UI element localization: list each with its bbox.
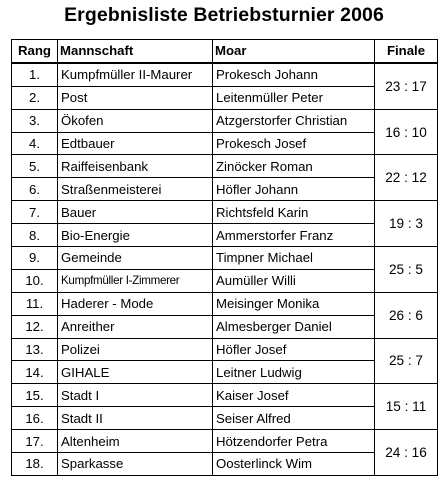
table-row [12, 453, 438, 476]
team-cell: Edtbauer [58, 132, 213, 155]
table-row [12, 361, 438, 384]
final-score-cell: 23 : 17 [375, 63, 438, 109]
moar-cell: Prokesch Johann [213, 63, 375, 86]
rank-cell: 6. [12, 178, 58, 201]
rank-cell: 8. [12, 224, 58, 247]
final-score-cell: 15 : 11 [375, 384, 438, 430]
rank-cell: 14. [12, 361, 58, 384]
final-score-cell: 25 : 7 [375, 338, 438, 384]
team-cell: Raiffeisenbank [58, 155, 213, 178]
moar-cell: Oosterlinck Wim [213, 453, 375, 476]
moar-cell: Timpner Michael [213, 247, 375, 270]
table-row [12, 315, 438, 338]
results-table [11, 39, 438, 476]
moar-cell: Almesberger Daniel [213, 315, 375, 338]
table-row [12, 109, 438, 132]
table-row [12, 384, 438, 407]
moar-cell: Aumüller Willi [213, 269, 375, 292]
final-score-cell: 24 : 16 [375, 430, 438, 476]
team-cell: Post [58, 86, 213, 109]
moar-cell: Leitner Ludwig [213, 361, 375, 384]
table-row [12, 430, 438, 453]
rank-cell: 4. [12, 132, 58, 155]
team-cell: Kumpfmüller I-Zimmerer [58, 269, 213, 292]
table-row [12, 201, 438, 224]
rank-cell: 5. [12, 155, 58, 178]
moar-cell: Höfler Josef [213, 338, 375, 361]
moar-cell: Prokesch Josef [213, 132, 375, 155]
header-row [12, 40, 438, 63]
header-rank: Rang [12, 40, 58, 63]
team-cell: Gemeinde [58, 247, 213, 270]
final-score-cell: 22 : 12 [375, 155, 438, 201]
team-cell: Ökofen [58, 109, 213, 132]
rank-cell: 16. [12, 407, 58, 430]
moar-cell: Hötzendorfer Petra [213, 430, 375, 453]
team-cell: Altenheim [58, 430, 213, 453]
rank-cell: 2. [12, 86, 58, 109]
table-row [12, 86, 438, 109]
header-moar: Moar [213, 40, 375, 63]
team-cell: Kumpfmüller II-Maurer [58, 63, 213, 86]
final-score-cell: 19 : 3 [375, 201, 438, 247]
table-row [12, 338, 438, 361]
moar-cell: Leitenmüller Peter [213, 86, 375, 109]
rank-cell: 17. [12, 430, 58, 453]
team-cell: Stadt II [58, 407, 213, 430]
table-row [12, 155, 438, 178]
team-cell: Straßenmeisterei [58, 178, 213, 201]
final-score-cell: 25 : 5 [375, 247, 438, 293]
results-body [12, 63, 438, 476]
table-row [12, 407, 438, 430]
moar-cell: Meisinger Monika [213, 292, 375, 315]
moar-cell: Atzgerstorfer Christian [213, 109, 375, 132]
header-final: Finale [375, 40, 438, 63]
rank-cell: 13. [12, 338, 58, 361]
team-cell: Bio-Energie [58, 224, 213, 247]
team-cell: GIHALE [58, 361, 213, 384]
final-score-cell: 26 : 6 [375, 292, 438, 338]
rank-cell: 15. [12, 384, 58, 407]
rank-cell: 1. [12, 63, 58, 86]
team-cell: Anreither [58, 315, 213, 338]
rank-cell: 12. [12, 315, 58, 338]
rank-cell: 9. [12, 247, 58, 270]
table-row [12, 224, 438, 247]
table-row [12, 132, 438, 155]
rank-cell: 7. [12, 201, 58, 224]
table-row [12, 292, 438, 315]
moar-cell: Richtsfeld Karin [213, 201, 375, 224]
team-cell: Sparkasse [58, 453, 213, 476]
table-row [12, 63, 438, 86]
rank-cell: 11. [12, 292, 58, 315]
team-cell: Stadt I [58, 384, 213, 407]
team-cell: Bauer [58, 201, 213, 224]
rank-cell: 10. [12, 269, 58, 292]
moar-cell: Höfler Johann [213, 178, 375, 201]
table-row [12, 247, 438, 270]
team-cell: Polizei [58, 338, 213, 361]
rank-cell: 18. [12, 453, 58, 476]
moar-cell: Seiser Alfred [213, 407, 375, 430]
table-row [12, 178, 438, 201]
table-row [12, 269, 438, 292]
team-cell: Haderer - Mode [58, 292, 213, 315]
rank-cell: 3. [12, 109, 58, 132]
moar-cell: Zinöcker Roman [213, 155, 375, 178]
moar-cell: Kaiser Josef [213, 384, 375, 407]
moar-cell: Ammerstorfer Franz [213, 224, 375, 247]
page-title: Ergebnisliste Betriebsturnier 2006 [64, 4, 384, 26]
final-score-cell: 16 : 10 [375, 109, 438, 155]
header-team: Mannschaft [58, 40, 213, 63]
